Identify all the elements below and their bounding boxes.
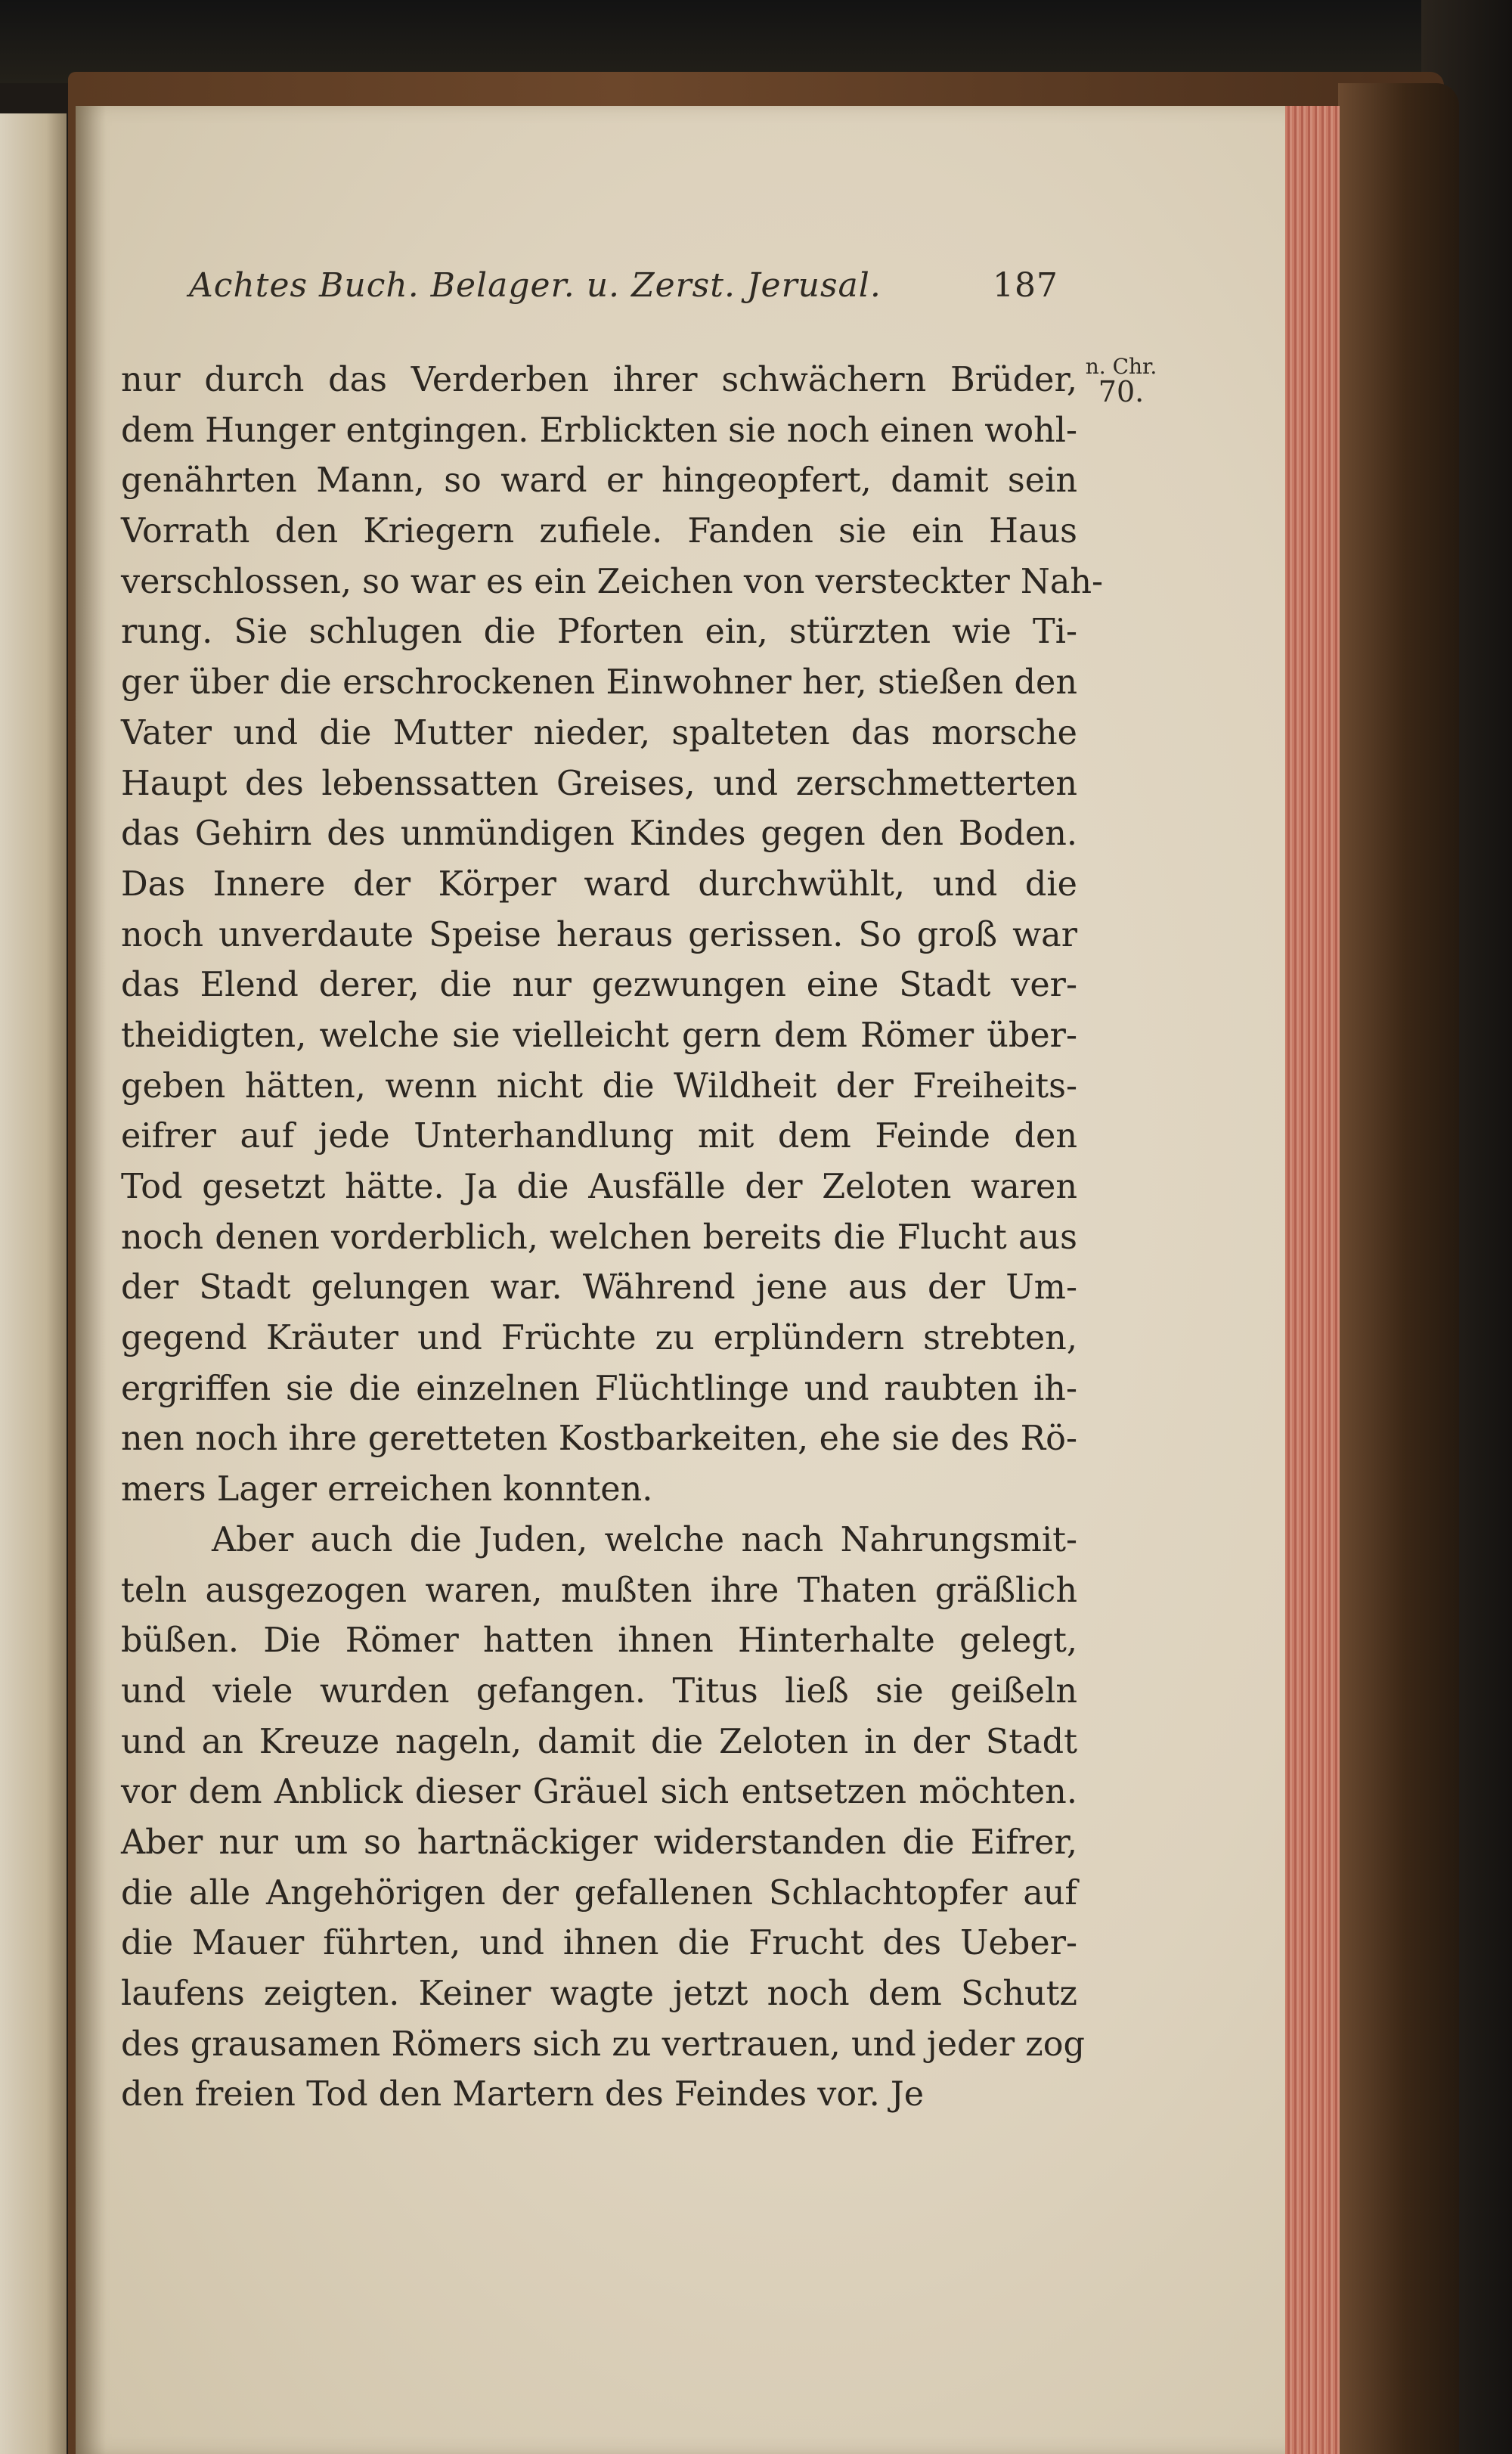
margin-note-year: 70. <box>1098 375 1145 409</box>
text-line: Vater und die Mutter nieder, spalteten das morsche <box>121 713 1077 752</box>
text-line: verschlossen, so war es ein Zeichen von versteckter Nah- <box>121 562 1104 601</box>
text-line: nur durch das Verderben ihrer schwächern Brüder, <box>121 361 1077 399</box>
text-line: büßen. Die Römer hatten ihnen Hinterhalte gelegt, <box>121 1621 1077 1661</box>
text-line: Das Innere der Körper ward durchwühlt, und die <box>121 864 1077 904</box>
text-line: das Elend derer, die nur gezwungen eine Stadt ver- <box>121 966 1077 1005</box>
text-line: theidigten, welche sie vielleicht gern dem Römer über- <box>121 1016 1077 1055</box>
book-cover-edge <box>1338 83 1459 2454</box>
margin-note-era: n. Chr. <box>1085 354 1157 379</box>
text-line: Aber auch die Juden, welche nach Nahrungsmit- <box>212 1520 1077 1559</box>
page-block-edges <box>1285 106 1340 2454</box>
text-line: nen noch ihre geretteten Kostbarkeiten, ehe sie des Rö- <box>121 1419 1077 1459</box>
text-line: die alle Angehörigen der gefallenen Schlachtopfer auf <box>121 1873 1077 1913</box>
text-line: Tod gesetzt hätte. Ja die Ausfälle der Zeloten waren <box>121 1168 1077 1206</box>
text-line: teln ausgezogen waren, mußten ihre Thaten gräßlich <box>121 1571 1077 1610</box>
text-line: Haupt des lebenssatten Greises, und zerschmetterten <box>121 764 1077 803</box>
text-line: Vorrath den Kriegern zufiele. Fanden sie ein Haus <box>121 512 1077 551</box>
background-top <box>0 0 1512 83</box>
text-line: das Gehirn des unmündigen Kindes gegen den Boden. <box>121 814 1077 854</box>
body-text <box>121 355 1104 2120</box>
text-line: noch denen vorderblich, welchen bereits die Flucht aus <box>121 1218 1077 1257</box>
paragraph <box>121 1516 1086 2120</box>
text-line: der Stadt gelungen war. Während jene aus der Um- <box>121 1268 1077 1308</box>
text-line: Aber nur um so hartnäckiger widerstanden die Eifrer, <box>121 1823 1077 1862</box>
text-line: geben hätten, wenn nicht die Wildheit der Freiheits- <box>121 1066 1077 1106</box>
text-line: des grausamen Römers sich zu vertrauen, und jeder zog <box>121 2024 1086 2064</box>
facing-page-edge <box>0 113 67 2454</box>
text-line: noch unverdaute Speise heraus gerissen. So groß war <box>121 915 1077 954</box>
text-line: laufens zeigten. Keiner wagte jetzt noch dem Schutz <box>121 1975 1077 2013</box>
text-line: mers Lager erreichen konnten. <box>121 1470 653 1509</box>
text-line: gegend Kräuter und Früchte zu erplündern strebten, <box>121 1319 1077 1358</box>
text-line: rung. Sie schlugen die Pforten ein, stürzten wie Ti- <box>121 613 1077 652</box>
page-number: 187 <box>993 266 1058 305</box>
text-line: ergriffen sie die einzelnen Flüchtlinge und raubten ih- <box>121 1369 1077 1408</box>
paragraph <box>121 355 1104 1516</box>
text-line: vor dem Anblick dieser Gräuel sich entsetzen möchten. <box>121 1773 1077 1812</box>
text-line: und viele wurden gefangen. Titus ließ sie geißeln <box>121 1671 1077 1711</box>
text-line: eifrer auf jede Unterhandlung mit dem Feinde den <box>121 1117 1077 1156</box>
running-head-title: Achtes Buch. Belager. u. Zerst. Jerusal. <box>189 266 881 305</box>
page-gutter-shadow <box>76 106 106 2454</box>
margin-note <box>1080 355 1163 408</box>
text-line: und an Kreuze nageln, damit die Zeloten in der Stadt <box>121 1722 1077 1761</box>
text-line: genährten Mann, so ward er hingeopfert, damit sein <box>121 461 1077 501</box>
text-line: die Mauer führten, und ihnen die Frucht des Ueber- <box>121 1924 1077 1963</box>
running-head <box>189 266 1058 305</box>
text-line: den freien Tod den Martern des Feindes vor. Je <box>121 2075 925 2114</box>
text-line: dem Hunger entgingen. Erblickten sie noch einen wohl- <box>121 411 1078 450</box>
text-line: ger über die erschrockenen Einwohner her, stießen den <box>121 663 1077 703</box>
